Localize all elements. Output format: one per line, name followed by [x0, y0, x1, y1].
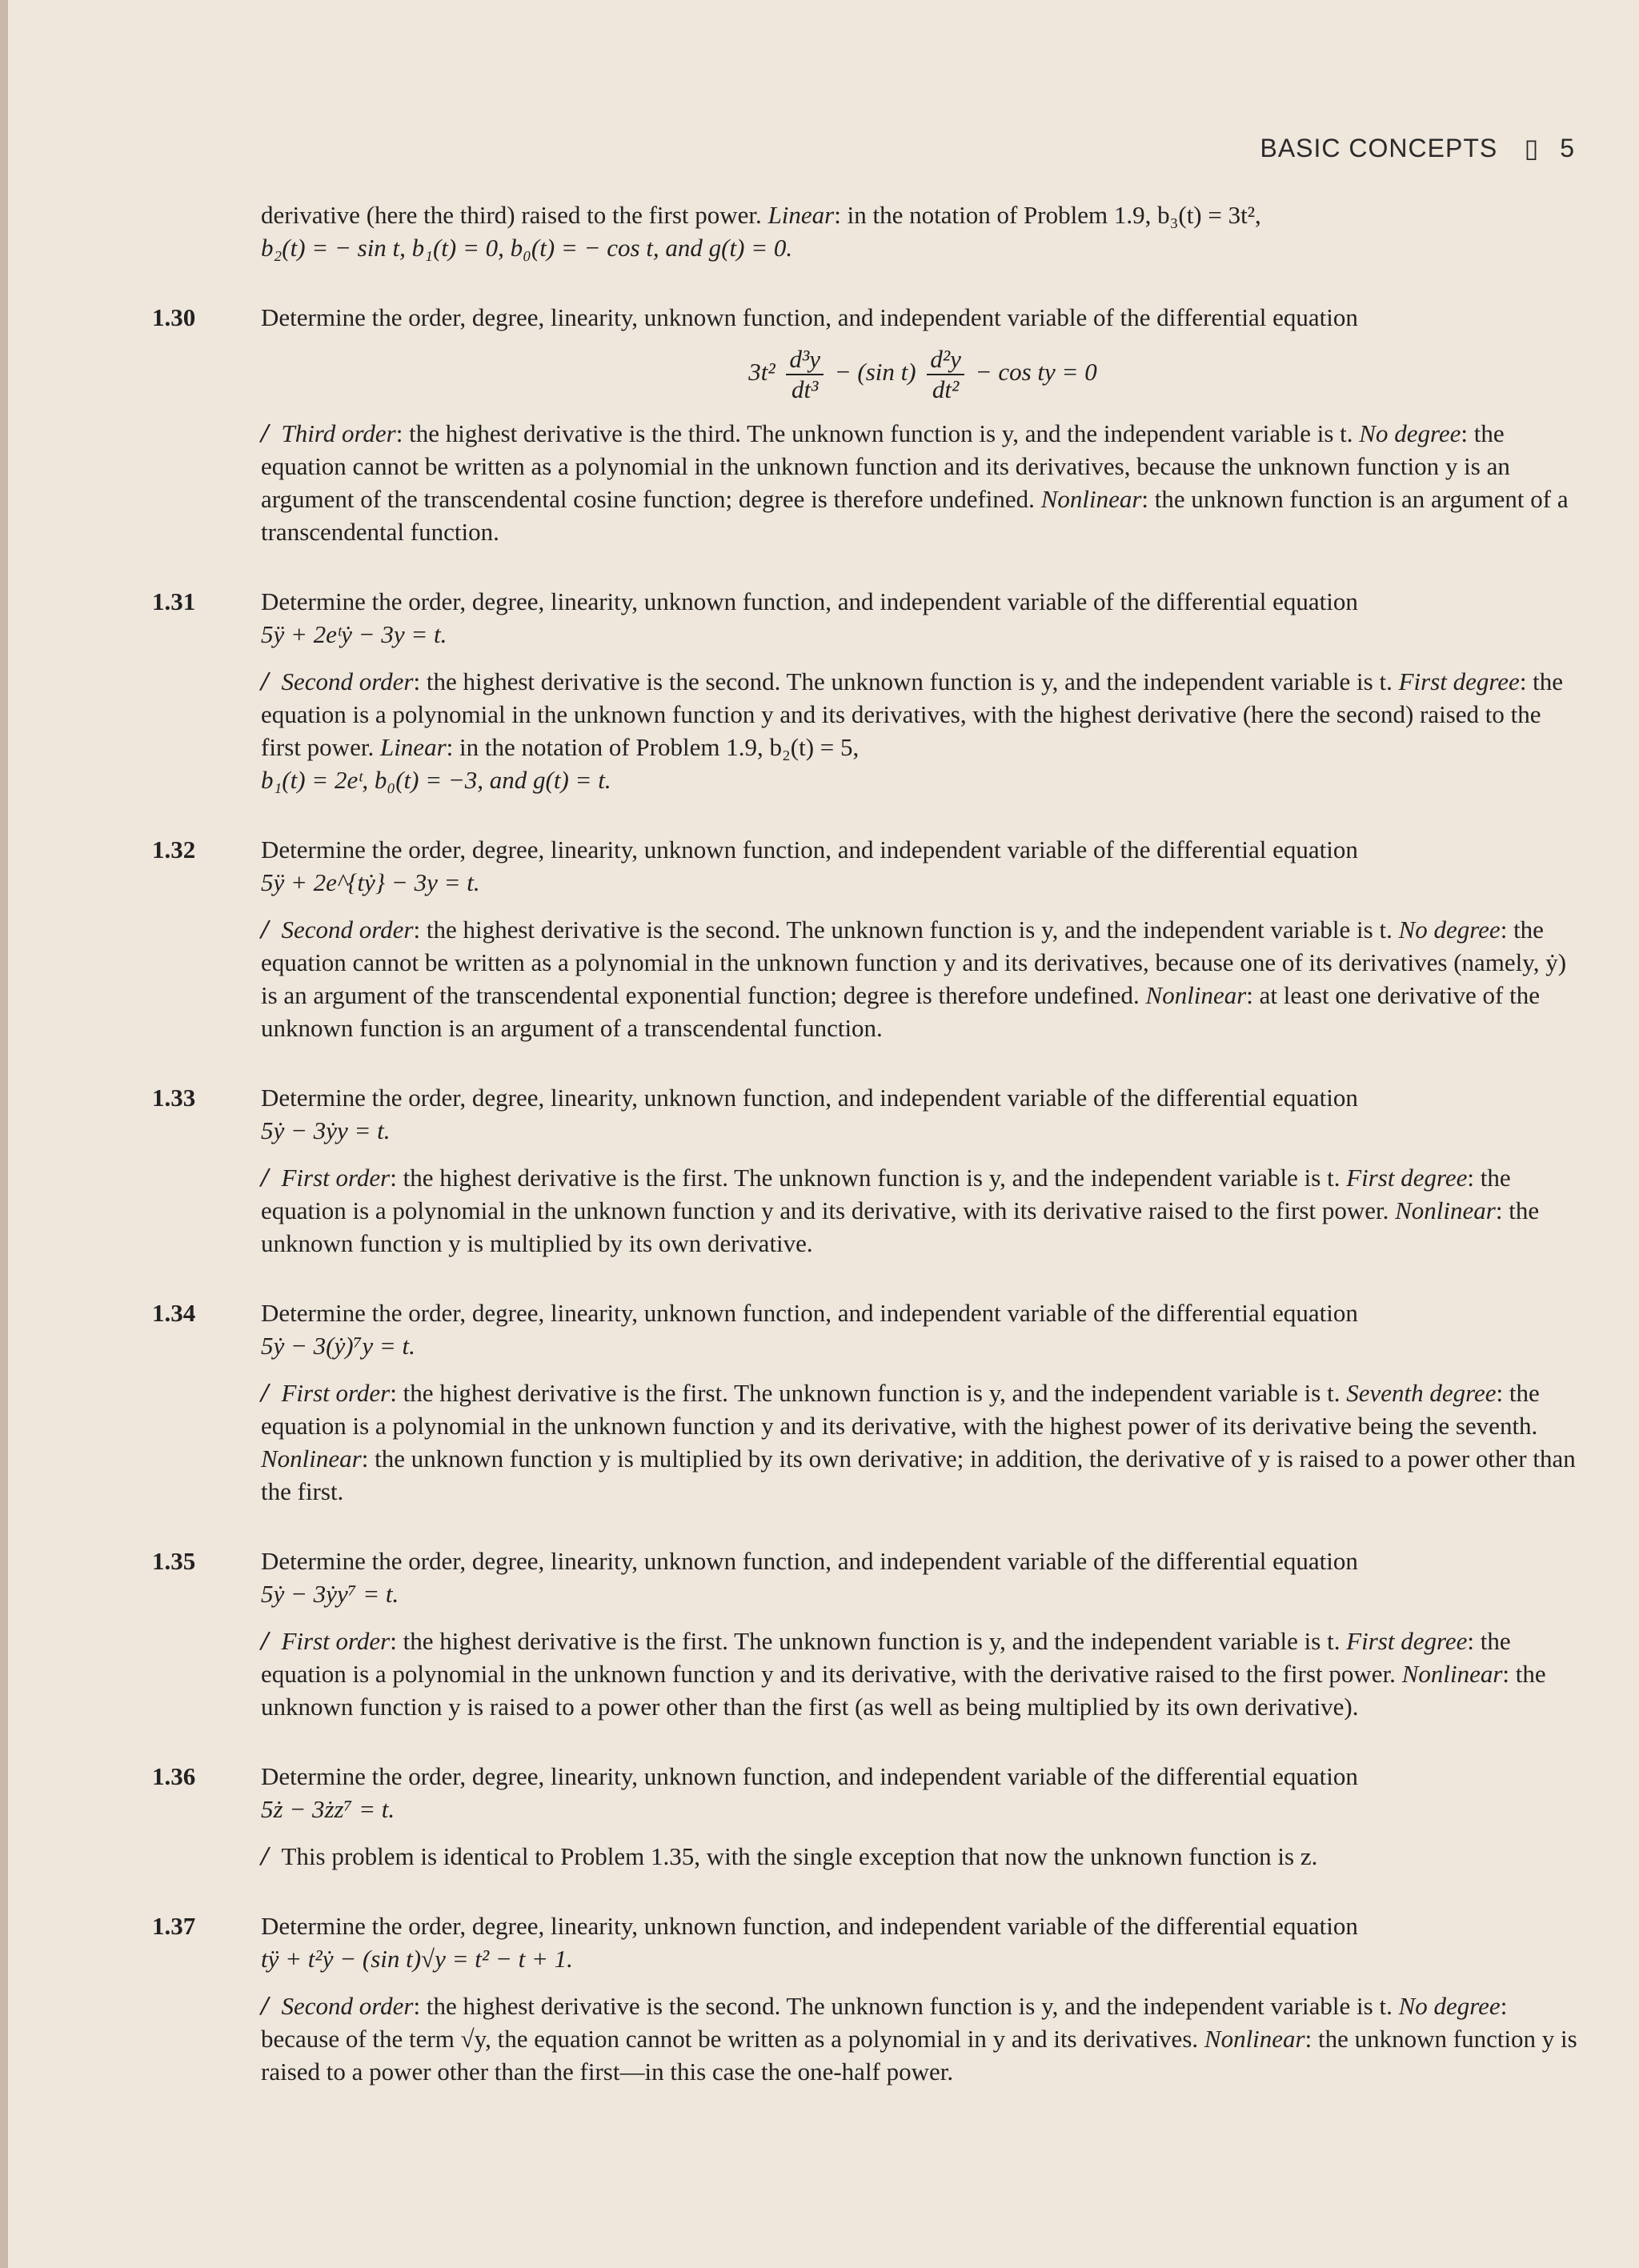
problem-1-32 [152, 833, 1585, 1044]
solution: / This problem is identical to Problem 1.35, with the single exception that now the unknown function is z. [261, 1841, 1318, 1871]
display-equation: 3t² $\frac{\text{d³y}}{\text{dt³}}$ − (sin t) $\frac{\text{d²y}}{\text{dt²}}$ − cos ty = 0 [748, 345, 1097, 403]
problem-equation: tÿ + t²ẏ − (sin t)√y = t² − t + 1. [261, 1945, 573, 1973]
page-number: 5 [1560, 134, 1575, 162]
problem-number: 1.32 [152, 835, 196, 864]
problem-number: 1.35 [152, 1547, 196, 1575]
problem-question: Determine the order, degree, linearity, unknown function, and independent variable of the differential equation [261, 1762, 1358, 1790]
problem-1-36 [152, 1760, 1585, 1873]
problem-equation: 5ÿ + 2eᵗẏ − 3y = t. [261, 620, 447, 648]
box-glyph-icon: ▯ [1524, 134, 1540, 162]
solution-marker-icon: / [261, 1841, 269, 1871]
solution: / First order: the highest derivative is the first. The unknown function is y, and the independent variable is t. Seventh degree: the equation is a polynomial in the unknown function y and its derivative, with the highest power of its derivative being the seventh. Nonlinear: the unknown function y is multiplied by its own derivative; in addition, the derivative of y is raised to a power other than the first. [261, 1378, 1576, 1505]
fraction: $\frac{\text{d²y}}{\text{dt²}}$ [927, 345, 964, 404]
problem-1-34 [152, 1296, 1585, 1508]
solution: / First order: the highest derivative is the first. The unknown function is y, and the independent variable is t. First degree: the equation is a polynomial in the unknown function y and its derivative, with the derivative raised to the first power. Nonlinear: the unknown function y is raised to a power other than the first (as well as being multiplied by its own derivative). [261, 1626, 1546, 1721]
problem-equation: 5ẏ − 3ẏy = t. [261, 1116, 391, 1144]
solution: / Second order: the highest derivative is the second. The unknown function is y, and the independent variable is t. No degree: the equation cannot be written as a polynomial in the unknown function y and its derivatives, because one of its derivatives (namely, ẏ) is an argument of the transcendental exponential function; degree is therefore undefined. Nonlinear: at least one derivative of the unknown function is an argument of a transcendental function. [261, 915, 1567, 1042]
problem-question: Determine the order, degree, linearity, unknown function, and independent variable of the differential equation [261, 1547, 1358, 1575]
intro-equation: b₂(t) = − sin t, b₁(t) = 0, b₀(t) = − cos t, and g(t) = 0. [261, 234, 793, 262]
solution-marker-icon: / [261, 1163, 269, 1192]
problem-equation: 5ż − 3żz⁷ = t. [261, 1795, 395, 1823]
problem-number: 1.31 [152, 587, 196, 615]
problem-number: 1.36 [152, 1762, 196, 1790]
problem-number: 1.30 [152, 303, 196, 331]
running-head [1120, 133, 1575, 163]
problem-number: 1.37 [152, 1912, 196, 1940]
intro-continuation [152, 198, 1585, 264]
solution-marker-icon: / [261, 1991, 269, 2021]
intro-text: derivative (here the third) raised to the first power. Linear: in the notation of Problem 1.9, b₃(t) = 3t², [261, 201, 1261, 229]
problem-question: Determine the order, degree, linearity, unknown function, and independent variable of the differential equation [261, 303, 1358, 331]
solution: / Second order: the highest derivative is the second. The unknown function is y, and the independent variable is t. First degree: the equation is a polynomial in the unknown function y and its derivatives, with the highest derivative (here the second) raised to the first power. Linear: in the notation of Problem 1.9, b₂(t) = 5, [261, 667, 1564, 761]
section-title: BASIC CONCEPTS [1260, 134, 1498, 162]
problem-equation: 5ẏ − 3(ẏ)⁷y = t. [261, 1332, 415, 1360]
problem-equation: 5ẏ − 3ẏy⁷ = t. [261, 1580, 399, 1608]
problem-1-35 [152, 1545, 1585, 1723]
problem-equation: 5ÿ + 2e^{tẏ} − 3y = t. [261, 868, 480, 896]
problem-question: Determine the order, degree, linearity, unknown function, and independent variable of the differential equation [261, 835, 1358, 864]
problem-question: Determine the order, degree, linearity, unknown function, and independent variable of the differential equation [261, 1084, 1358, 1112]
problem-1-31 [152, 585, 1585, 796]
page-content [152, 198, 1585, 2088]
problem-number: 1.34 [152, 1299, 196, 1327]
problem-question: Determine the order, degree, linearity, unknown function, and independent variable of the differential equation [261, 1912, 1358, 1940]
problem-1-33 [152, 1081, 1585, 1260]
solution-marker-icon: / [261, 1626, 269, 1656]
solution: / First order: the highest derivative is the first. The unknown function is y, and the independent variable is t. First degree: the equation is a polynomial in the unknown function y and its derivative, with its derivative raised to the first power. Nonlinear: the unknown function y is multiplied by its own derivative. [261, 1163, 1540, 1257]
problem-1-30 [152, 301, 1585, 548]
problem-1-37 [152, 1909, 1585, 2088]
solution: / Third order: the highest derivative is the third. The unknown function is y, and the independent variable is t. No degree: the equation cannot be written as a polynomial in the unknown function and its derivatives, because the unknown function y is an argument of the transcendental cosine function; degree is therefore undefined. Nonlinear: the unknown function is an argument of a transcendental function. [261, 419, 1569, 546]
fraction: $\frac{\text{d³y}}{\text{dt³}}$ [786, 345, 824, 404]
problem-number: 1.33 [152, 1084, 196, 1112]
page-binding-edge [0, 0, 8, 2268]
solution-marker-icon: / [261, 1378, 269, 1408]
solution-equation: b₁(t) = 2eᵗ, b₀(t) = −3, and g(t) = t. [261, 766, 611, 794]
solution: / Second order: the highest derivative is the second. The unknown function is y, and the independent variable is t. No degree: because of the term √y, the equation cannot be written as a polynomial in y and its derivatives. Nonlinear: the unknown function y is raised to a power other than the first—in this case the one-half power. [261, 1991, 1577, 2086]
solution-marker-icon: / [261, 419, 269, 448]
solution-marker-icon: / [261, 667, 269, 696]
problem-question: Determine the order, degree, linearity, unknown function, and independent variable of the differential equation [261, 1299, 1358, 1327]
problem-question: Determine the order, degree, linearity, unknown function, and independent variable of the differential equation [261, 587, 1358, 615]
solution-marker-icon: / [261, 915, 269, 944]
